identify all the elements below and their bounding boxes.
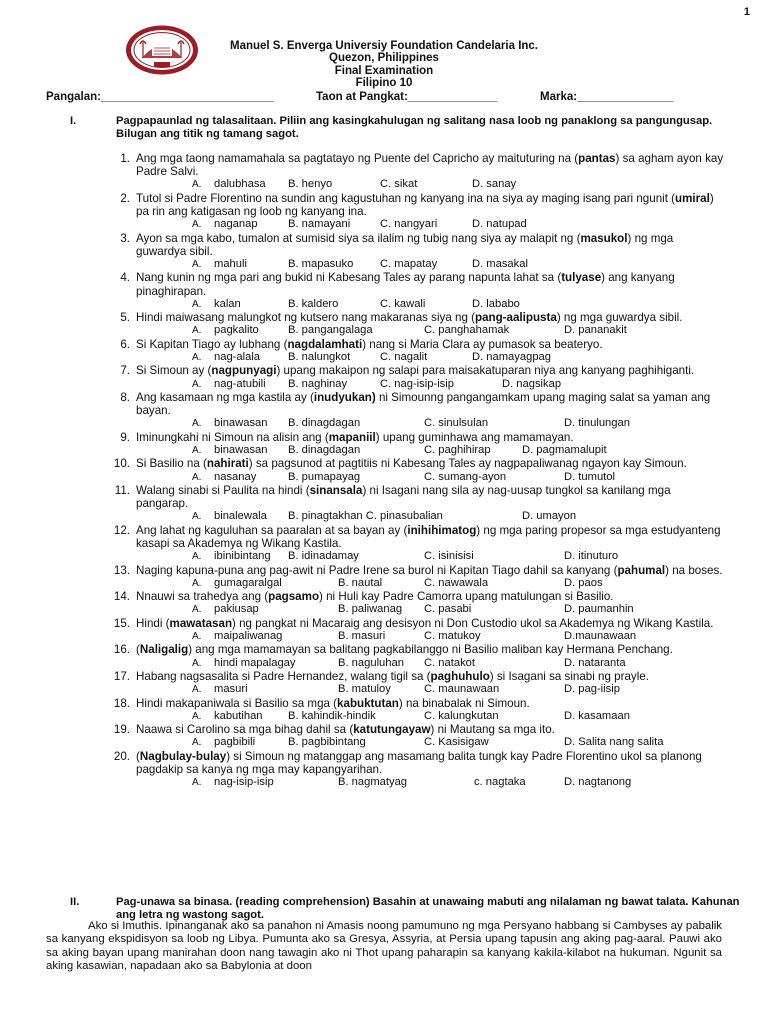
target-word: mapaniil	[328, 430, 376, 444]
question-number: 10.	[113, 457, 130, 471]
answer-choice-a[interactable]	[192, 683, 248, 696]
question-text	[136, 484, 724, 510]
answer-choice-a[interactable]	[192, 324, 259, 337]
school-name: Manuel S. Enverga Universiy Foundation Candelaria Inc.	[229, 40, 539, 52]
answer-choice-d[interactable]: D. pagmamalupit	[522, 443, 607, 456]
question-text-before: Si Kapitan Tiago ay lubhang (	[136, 337, 288, 351]
target-word: pahumal	[617, 563, 666, 577]
answer-choice-a[interactable]	[192, 603, 259, 616]
choice-letter: A.	[192, 325, 202, 337]
question-number: 14.	[113, 590, 130, 604]
answer-choice-c[interactable]: C. paghihirap	[424, 443, 491, 456]
target-word: pagsamo	[268, 590, 320, 604]
school-location: Quezon, Philippines	[329, 52, 439, 65]
question-text-after: ) ng mga guwardya sibil.	[136, 231, 674, 258]
question-item	[114, 338, 724, 365]
answer-choice-b[interactable]: B. nagmatyag	[338, 776, 408, 789]
target-word: paghuhulo	[430, 669, 490, 683]
question-text	[136, 271, 724, 297]
question-item	[114, 457, 724, 484]
question-number: 1.	[120, 152, 130, 165]
question-text-before: Ang kasamaan ng mga kastila ay (	[136, 390, 314, 404]
target-word: Naligalig	[139, 643, 189, 657]
choice-text: naganap	[214, 218, 258, 231]
target-word: nagdalamhati	[287, 337, 363, 351]
question-text-before: Si Basilio na (	[136, 457, 207, 471]
choice-letter: A.	[192, 577, 202, 589]
question-text-after: ni Simounng pangangamkam upang maging salat sa yaman ang bayan.	[136, 390, 711, 418]
answer-choices	[192, 178, 724, 191]
question-text	[136, 192, 724, 218]
target-word: nahirati	[206, 457, 249, 471]
question-number: 19.	[113, 723, 130, 737]
answer-choice-d[interactable]: D. nagsikap	[502, 377, 562, 390]
question-item	[114, 152, 724, 192]
answer-choice-a[interactable]	[192, 630, 282, 643]
question-text-before: Naging kapuna-puna ang pag-awit ni Padre Irene sa burol ni Kapitan Tiago dahil sa kanyang (	[136, 563, 618, 577]
question-text	[136, 524, 724, 550]
answer-choice-d[interactable]: D. paumanhin	[564, 603, 634, 616]
answer-choice-b[interactable]: B. kahindik-hindik	[288, 709, 376, 722]
answer-choices	[192, 510, 724, 523]
answer-choice-d[interactable]: D. tumutol	[564, 470, 615, 483]
answer-choice-c[interactable]: C. natakot	[424, 656, 475, 669]
target-word: tulyase	[561, 271, 602, 285]
question-text	[136, 364, 724, 377]
question-item	[114, 524, 724, 564]
question-text	[136, 457, 724, 470]
question-text-after: ) si Simoun ng matanggap ang masamang balita tungk kay Padre Florentino ukol sa planong pagdakip sa kanya ng mga may kapangyarihan.	[136, 749, 702, 776]
answer-choice-a[interactable]	[192, 510, 267, 523]
choice-text: binawasan	[214, 443, 268, 456]
choice-letter: A.	[192, 511, 202, 523]
answer-choice-a[interactable]	[192, 178, 266, 191]
answer-choice-a[interactable]	[192, 378, 266, 391]
question-text-after: ) sa agham ayon kay Padre Salvi.	[136, 152, 724, 179]
target-word: kabuktutan	[337, 696, 399, 710]
question-text-after: ) upang guminhawa ang mamamayan.	[375, 430, 574, 444]
answer-choice-d[interactable]: D. sanay	[472, 178, 517, 191]
answer-choice-b[interactable]: B. paliwanag	[338, 603, 403, 616]
question-text-after: ) nang si Maria Clara ay pumasok sa beateryo.	[362, 337, 603, 351]
target-word: inihihimatog	[407, 523, 477, 537]
answer-choice-d[interactable]: D. lababo	[472, 297, 520, 310]
reading-passage	[46, 920, 722, 974]
choice-letter: A.	[192, 710, 202, 722]
choice-text: kabutihan	[214, 709, 263, 722]
choice-text: nag-isip-isip	[214, 776, 274, 789]
choice-letter: A.	[192, 259, 202, 270]
question-text	[136, 617, 724, 630]
question-text-before: Ang lahat ng kaguluhan sa paaralan at sa bayan ay (	[136, 523, 408, 537]
answer-choice-d[interactable]: D. itinuturo	[564, 550, 619, 563]
question-text-after: ) ng pangkat ni Macaraig ang desisyon ni Don Custodio ukol sa Akademya ng Wikang Kastila.	[232, 616, 714, 630]
question-item	[114, 232, 724, 272]
question-text-before: Tutol si Padre Florentino na sundin ang kagustuhan ng kanyang ina na siya ay maging isang pari ngunit (	[136, 191, 676, 205]
answer-choices	[192, 218, 724, 231]
answer-choice-c[interactable]: C. maunawaan	[424, 683, 500, 696]
answer-choices	[192, 630, 724, 643]
answer-choice-d[interactable]: D. nagtanong	[564, 776, 632, 789]
choice-text: pagkalito	[214, 324, 259, 337]
score-field[interactable]: Marka:_______________	[540, 91, 674, 103]
answer-choice-c[interactable]: C. sumang-ayon	[424, 470, 507, 483]
answer-choice-b[interactable]: B. namayani	[288, 218, 351, 231]
question-text-after: ) na boses.	[665, 563, 723, 577]
answer-choice-b[interactable]: B. nautal	[338, 576, 383, 589]
target-word: sinansala	[309, 483, 363, 497]
answer-choice-a[interactable]	[192, 577, 282, 590]
school-header	[0, 40, 768, 90]
question-number: 4.	[120, 271, 130, 285]
question-number: 13.	[113, 563, 130, 577]
answer-choice-b[interactable]: B. dinagdagan	[288, 443, 361, 456]
passage-text: Ako si Imuthis. Ipinanganak ako sa panahon ni Amasis noong pamumuno ng mga Persyano habbang si Cambyses ay pabalik sa kanyang ekspidisyon sa loob ng Libya. Pumunta ako sa Gresya, Assyria, at Persia upang tapusin ang aking pag-aaral. Pauwi ako sa aking bayan upang manirahan doon nang tawagin ako ni Thot upang paharapin sa kanyang kakila-kilabot na hukuman. Ngunit sa aking kasawian, napadaan ako sa Babylonia at doon	[46, 920, 722, 973]
question-number: 8.	[120, 390, 130, 404]
question-item	[114, 564, 724, 591]
question-number: 7.	[120, 364, 130, 378]
answer-choice-c[interactable]: C. Kasisigaw	[424, 736, 489, 749]
question-number: 17.	[113, 669, 130, 683]
choice-text: nasanay	[214, 470, 257, 483]
question-item	[114, 643, 724, 670]
target-word: inudyukan)	[313, 390, 376, 404]
answer-choices	[192, 298, 724, 311]
target-word: pantas	[578, 152, 616, 165]
question-text-before: Naawa si Carolino sa mga bihag dahil sa (	[136, 723, 354, 737]
choice-text: pakiusap	[214, 603, 259, 616]
question-text	[136, 232, 724, 258]
section-1-instructions	[70, 115, 730, 143]
choice-text: masuri	[214, 683, 248, 696]
answer-choice-a[interactable]	[192, 710, 263, 723]
answer-choice-c[interactable]: C. panghahamak	[424, 324, 510, 337]
question-text	[136, 643, 724, 656]
question-text-after: ) ni Mautang sa mga ito.	[430, 723, 555, 737]
question-number: 2.	[120, 191, 130, 205]
answer-choice-c[interactable]: C. sikat	[380, 178, 418, 191]
question-item	[114, 192, 724, 232]
choice-text: binawasan	[214, 417, 268, 430]
exam-title: Final Examination	[334, 64, 434, 77]
answer-choices	[192, 324, 724, 337]
question-text	[136, 338, 724, 351]
answer-choice-d[interactable]: D. tinulungan	[564, 417, 630, 430]
question-text	[136, 564, 724, 577]
question-text-after: ) si Isagani sa sinabi ng prayle.	[489, 669, 649, 683]
question-number: 18.	[113, 696, 130, 710]
answer-choice-d[interactable]: D. kasamaan	[564, 709, 630, 722]
answer-choice-c[interactable]: c. nagtaka	[474, 776, 526, 789]
answer-choice-c[interactable]: C. kawali	[380, 297, 426, 310]
choice-text: binalewala	[214, 510, 267, 523]
choice-letter: A.	[192, 551, 202, 563]
choice-letter: A.	[192, 351, 202, 363]
question-text-before: Hindi (	[136, 616, 170, 630]
answer-choice-c[interactable]: C. mapatay	[380, 258, 438, 270]
answer-choice-b[interactable]: B. pinagtakhan C. pinasubalian	[288, 510, 443, 523]
choice-text: ibinibintang	[214, 550, 271, 563]
section-instructions: Pagpapaunlad ng talasalitaan. Piliin ang kasingkahulugan ng salitang nasa loob ng panaklong sa pangungusap. Bilugan ang titik ng tamang sagot.	[116, 115, 713, 140]
target-word: Nagbulay-bulay	[139, 749, 227, 763]
answer-choices	[192, 776, 724, 789]
name-field[interactable]: Pangalan:___________________________	[46, 91, 274, 103]
question-number: 16.	[113, 643, 130, 657]
question-text-after: ) ni Huli kay Padre Camorra upang matulungan si Basilio.	[319, 590, 614, 604]
answer-choices	[192, 444, 724, 457]
question-number: 3.	[120, 231, 130, 245]
target-word: pang-aalipusta	[474, 311, 557, 325]
answer-choice-a[interactable]	[192, 258, 247, 271]
answer-choices	[192, 736, 724, 749]
answer-choice-c[interactable]: C. matukoy	[424, 629, 481, 642]
question-number: 11.	[114, 483, 130, 497]
answer-choice-d[interactable]: D. natupad	[472, 218, 527, 231]
question-text-before: Walang sinabi si Paulita na hindi (	[136, 483, 310, 497]
question-text-before: Habang nagsasalita si Padre Hernandez, walang tigil sa (	[136, 669, 431, 683]
question-item	[114, 750, 724, 790]
question-text-after: ) ng mga paring propesor sa mga estudyanteng kasapi sa Akademya ng Wikang Kastila.	[136, 523, 721, 550]
answer-choice-b[interactable]: B. nalungkot	[288, 350, 351, 363]
question-text	[136, 697, 724, 710]
section-number: II.	[70, 896, 80, 908]
choice-letter: A.	[192, 179, 202, 191]
answer-choice-a[interactable]	[192, 550, 271, 563]
page-number: 1	[743, 6, 750, 18]
question-text-after: ) pa rin ang katigasan ng loob ng kanyang ina.	[136, 191, 714, 218]
answer-choice-b[interactable]: B. kaldero	[288, 297, 339, 310]
answer-choice-d[interactable]: D. Salita nang salita	[564, 736, 664, 749]
answer-choices	[192, 603, 724, 616]
answer-choice-d[interactable]: D. masakal	[472, 258, 528, 270]
question-item	[114, 617, 724, 644]
answer-choice-a[interactable]	[192, 657, 295, 670]
choice-letter: A.	[192, 471, 202, 483]
answer-choice-b[interactable]: B. idinadamay	[288, 550, 359, 563]
answer-choices	[192, 471, 724, 484]
choice-text: gumagaralgal	[214, 576, 282, 589]
answer-choices	[192, 351, 724, 364]
answer-choice-b[interactable]: B. mapasuko	[288, 258, 354, 270]
answer-choice-a[interactable]	[192, 776, 274, 789]
choice-letter: A.	[192, 298, 202, 310]
question-number: 15.	[113, 616, 130, 630]
answer-choice-b[interactable]: B. naguluhan	[338, 656, 404, 669]
question-text-before: Ayon sa mga kabo, tumalon at sumisid siya sa ilalim ng tubig nang siya ay malapit ng (	[136, 231, 581, 245]
question-item	[114, 431, 724, 458]
question-text-before: Iminungkahi ni Simoun na alisin ang (	[136, 430, 329, 444]
section-instructions: Pag-unawa sa binasa. (reading comprehension) Basahin at unawaing mabuti ang nilalaman ng bawat talata. Kahunan ang letra ng wastong sagot.	[116, 896, 740, 921]
question-item	[114, 484, 724, 524]
question-item	[114, 311, 724, 338]
choice-text: maipaliwanag	[214, 629, 283, 642]
answer-choices	[192, 657, 724, 670]
answer-choice-b[interactable]: B. pangangalaga	[288, 324, 373, 337]
choice-letter: A.	[192, 444, 202, 456]
answer-choices	[192, 417, 724, 430]
choice-text: dalubhasa	[214, 178, 266, 191]
choice-letter: A.	[192, 219, 202, 231]
choice-text: hindi mapalagay	[214, 656, 296, 669]
answer-choice-a[interactable]	[192, 417, 268, 430]
choice-text: pagbibili	[214, 736, 256, 749]
question-text	[136, 152, 724, 178]
question-number: 5.	[120, 311, 130, 325]
year-section-field[interactable]: Taon at Pangkat:______________	[316, 91, 498, 103]
answer-choice-c[interactable]: C. kalungkutan	[424, 709, 499, 722]
question-item	[114, 364, 724, 391]
question-number: 12.	[113, 523, 130, 537]
answer-choices	[192, 710, 724, 723]
choice-letter: A.	[192, 630, 202, 642]
choice-letter: A.	[192, 418, 202, 430]
choice-text: mahuli	[214, 258, 247, 270]
answer-choice-d[interactable]: D. pag-iisip	[564, 683, 620, 696]
answer-choice-c[interactable]: C. pasabi	[424, 603, 472, 616]
question-item	[114, 271, 724, 311]
question-text-before: Ang mga taong namamahala sa pagtatayo ng Puente del Capricho ay maituturing na (	[136, 152, 579, 165]
question-list	[114, 152, 724, 790]
target-word: umiral	[675, 191, 710, 205]
answer-choice-d[interactable]: D. nataranta	[564, 656, 626, 669]
question-text-after: ) sa pagsunod at pagtitiis ni Kabesang Tales ay nagpapaliwanag ngayon kay Simoun.	[248, 457, 687, 471]
subject-title: Filipino 10	[355, 77, 413, 90]
question-text-before: Nang kunin ng mga pari ang bukid ni Kabesang Tales ay parang napunta lahat sa (	[136, 271, 562, 285]
question-text	[136, 670, 724, 683]
question-item	[114, 590, 724, 617]
answer-choice-a[interactable]	[192, 444, 268, 457]
question-item	[114, 723, 724, 750]
question-text-before: (	[136, 749, 140, 763]
choice-letter: A.	[192, 378, 202, 390]
target-word: masukol	[580, 231, 628, 245]
answer-choice-b[interactable]: B. dinagdagan	[288, 417, 361, 430]
question-text	[136, 723, 724, 736]
answer-choice-d[interactable]: D. namayagpag	[472, 350, 551, 363]
question-text-before: (	[136, 643, 140, 657]
choice-letter: A.	[192, 657, 202, 669]
answer-choice-b[interactable]: B. henyo	[288, 178, 333, 191]
question-item	[114, 697, 724, 724]
answer-choice-b[interactable]: B. pagbibintang	[288, 736, 366, 749]
target-word: nagpunyagi	[211, 364, 277, 378]
question-text-after: ) ang mga mamamayan sa balitang pagkabilanggo ni Basilio maliban kay Hermana Penchang.	[188, 643, 673, 657]
answer-choice-b[interactable]: B. masuri	[338, 629, 386, 642]
choice-text: nag-alala	[214, 350, 261, 363]
answer-choice-a[interactable]	[192, 736, 255, 749]
question-text-before: Si Simoun ay (	[136, 364, 212, 378]
section-number: I.	[70, 115, 77, 127]
choice-text: nag-atubili	[214, 377, 266, 390]
answer-choice-d[interactable]: D. pananakit	[564, 324, 627, 337]
question-text-after: ) ang kanyang pinaghirapan.	[136, 271, 675, 298]
question-item	[114, 670, 724, 697]
answer-choices	[192, 683, 724, 696]
choice-text: kalan	[214, 297, 241, 310]
question-number: 20.	[113, 749, 130, 763]
answer-choice-d[interactable]: D. umayon	[522, 510, 577, 523]
choice-letter: A.	[192, 737, 202, 749]
answer-choices	[192, 378, 724, 391]
question-number: 6.	[120, 337, 130, 351]
question-text-after: ) ng mga guwardya sibil.	[556, 311, 683, 325]
choice-letter: A.	[192, 684, 202, 696]
answer-choice-a[interactable]	[192, 471, 256, 484]
question-text	[136, 750, 724, 776]
answer-choice-c[interactable]: C. sinulsulan	[424, 417, 489, 430]
answer-choice-c[interactable]: C. nangyari	[380, 218, 438, 231]
answer-choice-d[interactable]: D. paos	[564, 576, 603, 589]
question-text	[136, 311, 724, 324]
answer-choices	[192, 577, 724, 590]
choice-letter: A.	[192, 777, 202, 789]
answer-choices	[192, 550, 724, 563]
answer-choice-c[interactable]: C. nag-isip-isip	[380, 377, 454, 390]
answer-choice-b[interactable]: B. naghinay	[288, 377, 348, 390]
question-text	[136, 590, 724, 603]
question-text-before: Nnauwi sa trahedya ang (	[136, 590, 269, 604]
choice-letter: A.	[192, 604, 202, 616]
question-text-before: Hindi maiwasang malungkot ng kutsero nang makaranas siya ng (	[136, 311, 475, 325]
question-number: 9.	[120, 430, 130, 444]
answer-choice-b[interactable]: B. pumapayag	[288, 470, 361, 483]
answer-choice-d[interactable]: D.maunawaan	[564, 629, 637, 642]
question-item	[114, 391, 724, 431]
question-text	[136, 391, 724, 417]
target-word: katutungayaw	[353, 723, 431, 737]
answer-choice-b[interactable]: B. matuloy	[338, 683, 391, 696]
answer-choice-a[interactable]	[192, 298, 241, 311]
question-text-before: Hindi makapaniwala si Basilio sa mga (	[136, 696, 338, 710]
answer-choice-a[interactable]	[192, 351, 260, 364]
answer-choice-a[interactable]	[192, 218, 258, 231]
answer-choice-c[interactable]: C. nawawala	[424, 576, 489, 589]
answer-choices	[192, 258, 724, 271]
question-text-after: ) ni Isagani nang sila ay nag-uusap tungkol sa kanilang mga pangarap.	[136, 483, 671, 511]
question-text-after: ) upang makaipon ng salapi para maisakatuparan niya ang kanyang paghihiganti.	[276, 364, 695, 378]
answer-choice-c[interactable]: C. isinisisi	[424, 550, 474, 563]
question-text-after: ) na binabalak ni Simoun.	[398, 696, 530, 710]
target-word: mawatasan	[169, 616, 233, 630]
answer-choice-c[interactable]: C. nagalit	[380, 350, 428, 363]
question-text	[136, 431, 724, 444]
